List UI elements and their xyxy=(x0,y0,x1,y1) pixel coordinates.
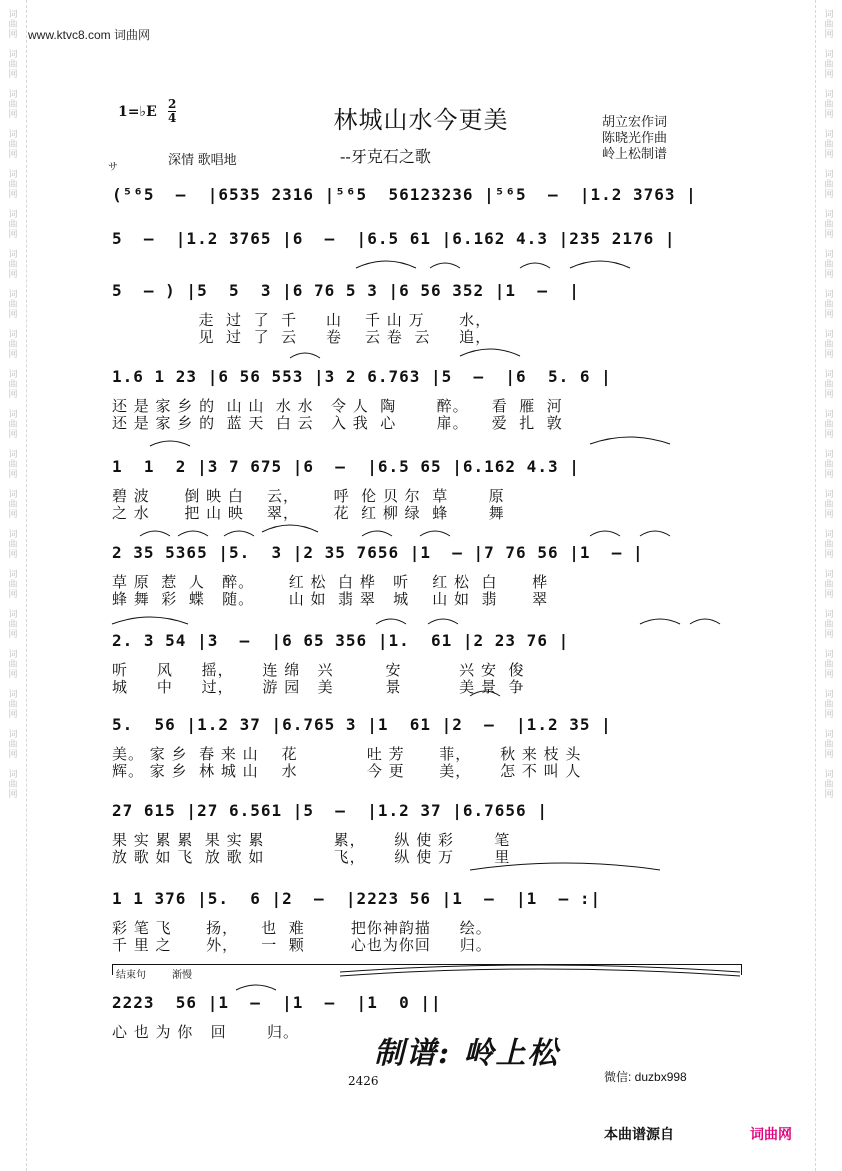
watermark-text: 词曲网 xyxy=(824,170,834,200)
music-line: 1.6 1 23 |6 56 553 |3 2 6.763 |5 – |6 5. 6 | xyxy=(112,367,612,386)
watermark-text: 词曲网 xyxy=(8,130,18,160)
watermark-text: 词曲网 xyxy=(8,10,18,40)
page-number: 2426 xyxy=(348,1074,379,1088)
watermark-text: 词曲网 xyxy=(824,210,834,240)
lyric-line: 城 中 过， 游 园 美 景 美 景 争 xyxy=(112,679,525,696)
song-title: 林城山水今更美 xyxy=(333,106,509,134)
watermark-text: 词曲网 xyxy=(824,50,834,80)
site-header[interactable]: www.ktvc8.com 词曲网 xyxy=(28,28,151,42)
watermark-text: 词曲网 xyxy=(8,570,18,600)
lyric-line: 果 实 累 累 果 实 累 累， 纵 使 彩 笔 xyxy=(112,832,511,849)
watermark-text: 词曲网 xyxy=(8,530,18,560)
lyric-line: 美。 家 乡 春 来 山 花 吐 芳 菲， 秋 来 枝 头 xyxy=(112,746,582,763)
credit-composer: 陈晓光作曲 xyxy=(602,130,668,145)
lyric-line: 还 是 家 乡 的 山 山 水 水 令 人 陶 醉。 看 雁 河 xyxy=(112,398,563,415)
watermark-text: 词曲网 xyxy=(824,130,834,160)
ending-tempo: 渐慢 xyxy=(172,970,192,981)
watermark-text: 词曲网 xyxy=(824,610,834,640)
watermark-text: 词曲网 xyxy=(8,90,18,120)
watermark-text: 词曲网 xyxy=(824,90,834,120)
lyric-line: 千 里 之 外， 一 颗 心也为你回 归。 xyxy=(112,937,492,954)
lyric-line: 放 歌 如 飞 放 歌 如 飞， 纵 使 万 里 xyxy=(112,849,511,866)
music-line: 5 – ) |5 5 3 |6 76 5 3 |6 56 352 |1 – | xyxy=(112,281,580,300)
lyric-line: 之 水 把 山 映 翠， 花 红 柳 绿 蜂 舞 xyxy=(112,505,505,522)
lyric-line: 听 风 摇， 连 绵 兴 安 兴 安 俊 xyxy=(112,662,525,679)
song-subtitle: --牙克石之歌 xyxy=(340,147,431,166)
watermark-text: 词曲网 xyxy=(824,450,834,480)
watermark-text: 词曲网 xyxy=(8,50,18,80)
watermark-text: 词曲网 xyxy=(8,170,18,200)
music-line: 27 615 |27 6.561 |5 – |1.2 37 |6.7656 | xyxy=(112,801,548,820)
time-signature-top: 2 xyxy=(168,97,177,111)
watermark-text: 词曲网 xyxy=(824,770,834,800)
ending-label: 结束句 xyxy=(116,970,146,981)
ending-bracket xyxy=(112,964,742,975)
watermark-text: 词曲网 xyxy=(8,610,18,640)
lyric-line: 走 过 了 千 山 千 山 万 水， xyxy=(112,312,492,329)
lyric-line: 辉。 家 乡 林 城 山 水 今 更 美， 怎 不 叫 人 xyxy=(112,763,582,780)
music-line: 2. 3 54 |3 – |6 65 356 |1. 61 |2 23 76 | xyxy=(112,631,570,650)
watermark-text: 词曲网 xyxy=(8,730,18,760)
watermark-text: 词曲网 xyxy=(824,650,834,680)
wechat-contact: 微信: duzbx998 xyxy=(604,1070,687,1084)
tempo-marking: 深情 歌唱地 xyxy=(168,152,237,167)
music-line: 5 – |1.2 3765 |6 – |6.5 61 |6.162 4.3 |235 2176 | xyxy=(112,229,676,248)
pickup-mark: サ xyxy=(108,162,118,173)
watermark-text: 词曲网 xyxy=(824,730,834,760)
credit-transcriber: 岭上松制谱 xyxy=(602,146,668,161)
watermark-text: 词曲网 xyxy=(824,370,834,400)
credits xyxy=(602,114,667,162)
watermark-text: 词曲网 xyxy=(8,210,18,240)
watermark-text: 词曲网 xyxy=(824,10,834,40)
music-line: (⁵⁶5 – |6535 2316 |⁵⁶5 56123236 |⁵⁶5 – |1.2 3763 | xyxy=(112,185,697,204)
music-line: 2 35 5365 |5. 3 |2 35 7656 |1 – |7 76 56 |1 – | xyxy=(112,543,644,562)
lyric-line: 见 过 了 云 卷 云 卷 云 追， xyxy=(112,329,492,346)
watermark-text: 词曲网 xyxy=(824,290,834,320)
watermark-text: 词曲网 xyxy=(824,690,834,720)
right-watermark-strip xyxy=(815,0,842,1171)
watermark-text: 词曲网 xyxy=(8,330,18,360)
music-line: 1 1 376 |5. 6 |2 – |2223 56 |1 – |1 – :| xyxy=(112,889,602,908)
watermark-text: 词曲网 xyxy=(824,490,834,520)
watermark-text: 词曲网 xyxy=(8,490,18,520)
music-line: 2223 56 |1 – |1 – |1 0 || xyxy=(112,993,442,1012)
watermark-text: 词曲网 xyxy=(824,410,834,440)
music-line: 1 1 2 |3 7 675 |6 – |6.5 65 |6.162 4.3 | xyxy=(112,457,580,476)
lyric-line: 心 也 为 你 回 归。 xyxy=(112,1024,299,1041)
watermark-text: 词曲网 xyxy=(8,770,18,800)
watermark-text: 词曲网 xyxy=(8,690,18,720)
credit-lyricist: 胡立宏作词 xyxy=(602,114,668,129)
transcriber-signature: 制谱: 岭上松 xyxy=(374,1036,560,1071)
key-signature: 1=♭E xyxy=(118,104,157,120)
watermark-text: 词曲网 xyxy=(8,650,18,680)
watermark-text: 词曲网 xyxy=(8,250,18,280)
lyric-line: 草 原 惹 人 醉。 红 松 白 桦 听 红 松 白 桦 xyxy=(112,574,549,591)
watermark-text: 词曲网 xyxy=(8,410,18,440)
left-watermark-strip xyxy=(0,0,27,1171)
lyric-line: 碧 波 倒 映 白 云， 呼 伦 贝 尔 草 原 xyxy=(112,488,505,505)
watermark-text: 词曲网 xyxy=(824,570,834,600)
source-text: 本曲谱源自 xyxy=(604,1126,674,1142)
lyric-line: 还 是 家 乡 的 蓝 天 白 云 入 我 心 扉。 爱 扎 敦 xyxy=(112,415,563,432)
watermark-text: 词曲网 xyxy=(8,450,18,480)
music-line: 5. 56 |1.2 37 |6.765 3 |1 61 |2 – |1.2 35 | xyxy=(112,715,612,734)
watermark-text: 词曲网 xyxy=(824,250,834,280)
lyric-line: 蜂 舞 彩 蝶 随。 山 如 翡 翠 城 山 如 翡 翠 xyxy=(112,591,549,608)
watermark-text: 词曲网 xyxy=(8,290,18,320)
watermark-text: 词曲网 xyxy=(8,370,18,400)
brand-link[interactable]: 词曲网 xyxy=(750,1126,792,1142)
time-signature-bottom: 4 xyxy=(168,111,177,125)
watermark-text: 词曲网 xyxy=(824,530,834,560)
lyric-line: 彩 笔 飞 扬， 也 难 把你神韵描 绘。 xyxy=(112,920,492,937)
watermark-text: 词曲网 xyxy=(824,330,834,360)
